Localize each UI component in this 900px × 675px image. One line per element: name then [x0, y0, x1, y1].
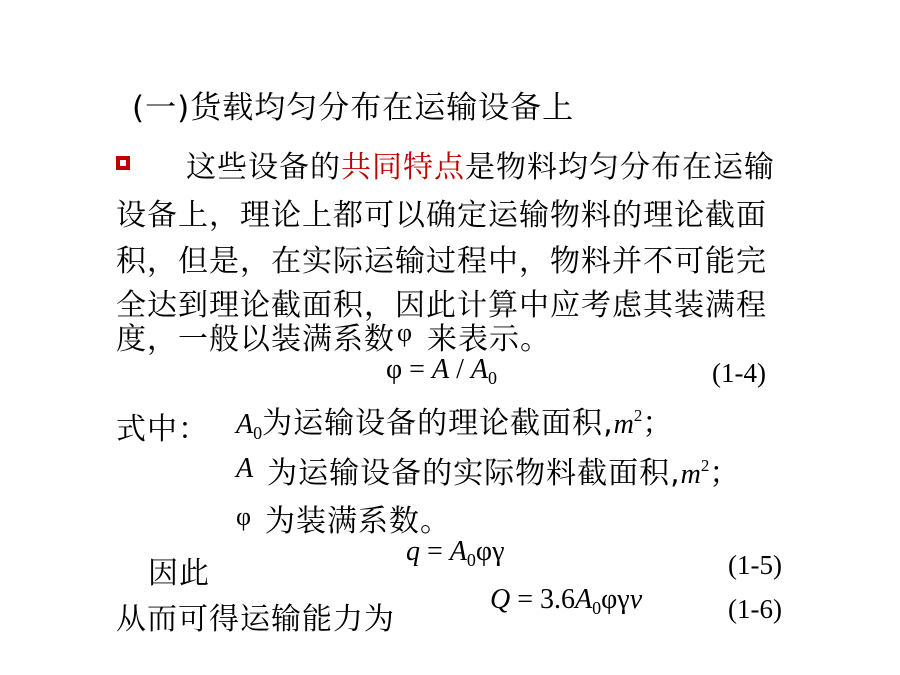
- where-item-2: [236, 448, 740, 492]
- item2-unit: m: [680, 459, 701, 490]
- highlight-text: 共同特点: [341, 150, 465, 185]
- fill-coefficient-symbol: φ: [397, 318, 414, 347]
- eq14-A0-sub: 0: [487, 368, 497, 388]
- eq15-equals: =: [427, 536, 443, 567]
- where-item-1: [236, 398, 673, 444]
- item2-text: 为运输设备的实际物料截面积,: [267, 456, 681, 491]
- eq16-sub: 0: [592, 598, 602, 618]
- paragraph-line5-b: 来表示。: [427, 322, 552, 357]
- where-label: 式中：: [116, 412, 209, 447]
- item2-unit-sup: 2: [700, 456, 710, 475]
- paragraph-line-3: 积，但是，在实际运输过程中，物料并不可能完: [116, 244, 767, 279]
- eq16-rest: φγ: [601, 584, 630, 615]
- eq14-phi: φ: [386, 354, 403, 385]
- eq16-Q: Q: [490, 584, 511, 615]
- paragraph-line-5: [116, 314, 551, 358]
- eq15-label: 因此: [148, 556, 210, 591]
- where-item-3: [236, 496, 451, 540]
- eq14-A: A: [431, 354, 450, 385]
- item3-text: 为装满系数。: [265, 504, 452, 539]
- paragraph-line-1: [186, 142, 775, 186]
- item2-end: ；: [709, 456, 741, 491]
- eq14-A0: A: [470, 354, 488, 385]
- eq16-coef: 3.6: [540, 584, 576, 615]
- eq16-equals: =: [517, 584, 534, 615]
- equation-number-1-4: (1-4): [712, 358, 766, 388]
- item1-text: 为运输设备的理论截面积,: [262, 406, 614, 441]
- eq15-A: A: [449, 536, 467, 567]
- page-heading: (一)货载均匀分布在运输设备上: [132, 90, 575, 126]
- item2-symbol: A: [236, 453, 254, 484]
- item1-end: ；: [642, 406, 674, 441]
- eq16-label: 从而可得运输能力为: [116, 602, 395, 637]
- paragraph-intro: 这些设备的: [186, 150, 341, 185]
- item1-unit-sup: 2: [633, 406, 643, 425]
- item1-unit: m: [613, 409, 634, 440]
- equation-1-4: [386, 354, 497, 389]
- eq14-equals: =: [409, 354, 425, 385]
- hollow-square-bullet-icon: [116, 156, 130, 170]
- eq14-slash: /: [456, 354, 464, 385]
- eq15-sub: 0: [466, 550, 476, 570]
- eq15-rest: φγ: [475, 536, 505, 567]
- paragraph-line-4: 全达到理论截面积，因此计算中应考虑其装满程: [116, 288, 767, 323]
- equation-1-6: [490, 584, 642, 619]
- equation-number-1-6: (1-6): [728, 594, 782, 624]
- paragraph-line5-a: 度，一般以装满系数: [116, 322, 395, 357]
- item1-sub: 0: [253, 423, 263, 443]
- eq16-v: v: [629, 584, 643, 615]
- equation-number-1-5: (1-5): [728, 550, 782, 580]
- paragraph-line1-rest: 是物料均匀分布在运输: [465, 150, 775, 185]
- paragraph-line-2: 设备上，理论上都可以确定运输物料的理论截面: [116, 198, 767, 233]
- item3-symbol: φ: [236, 502, 252, 531]
- eq15-q: q: [406, 536, 420, 567]
- eq16-A: A: [575, 584, 593, 615]
- equation-1-5: [406, 536, 504, 571]
- item1-symbol: A: [236, 409, 254, 440]
